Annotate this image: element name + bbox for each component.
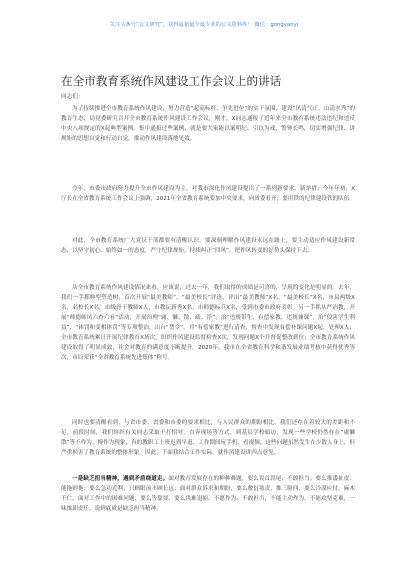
salutation: 同志们： bbox=[61, 94, 84, 100]
header-banner[interactable]: 关注头条号“公文研究”，获得最新最全最专业的公文资料库！ 微信：gongyanyi bbox=[109, 22, 299, 28]
document-title: 在全市教育系统作风建设工作会议上的讲话 bbox=[61, 73, 282, 88]
section-body: 面对教育发展存在的种种难题，要么畏首畏尾、不敢担当；要么推诿扯皮、能拖则拖；要么急功近利、只顾眼前不顾长远；面对群众诉求和期盼，要么敷衍塞责、推三阻四，要么冷漠应付、麻木不仁。面对工作中的困难问题，要么等靠要、要么畏难退缩、不愿作为、不敢担当，不能主动作为，不能攻坚克难，一味推卸责任，说到底就是缺乏担当精神。 bbox=[61, 476, 355, 512]
body-paragraph-4: 从全市教育系统作风建设情况来看，应该说，过去一年，我们取得的成绩是可喜的，呈现的变化是明显的。去年，我们一手抓典型塑造树，首次开展“最美教师”、“最美校长”评选，评出“最美教师”X名、“最美校长”X名，市县两级X名，名校长X名，市级骨干教师X人，市教坛新秀X名，市师德标兵X名，受到市委市政府表彰。另一手抓从严治教，开展“师德师风六查六看”活动，开展治理“庸、懒、散、疏、浮”，治“违规带生、有偿家教、违规兼课”，治“侵害学生利益”、“体罚和变相体罚”等专项整治，出台“禁令”，对“有偿家教”进行清查，督查中发现有偿补课问题X起，处理X人；全市教育系统累计开展纪律教育X场次，组织作风建设监督检查X次，发现问题X个并督促整改到位；全市教育系统作风建设取得了明显成效，社会对教育的满意度不断提升。2020年，我市在全省教育科学和谐发展业绩考核中获得优秀等次，市局荣获“全省教育系统先进集体”称号。 bbox=[61, 285, 355, 361]
body-paragraph-5: 同时也要清醒看到，与省市委、省委和市委的要求相比，与人民群众的期盼相比，我们还存在着较大的差距和不足。前段时间，我们组织有关同志采取不打招呼、直奔现场等方式，到基层学校暗访，发现一些学校仍然存在“庸懒散”等不作为、慢作为现象，有的教职工上班迟到早退、工作期间玩手机、看视频，这些问题虽然发生在少数人身上，但严重损害了教育系统的整体形象。因此，下面我结合工作实际，就作风建设讲四点意见。 bbox=[61, 420, 355, 456]
section-heading: 一是缺乏担当精神，遇到矛盾绕道走。 bbox=[72, 476, 169, 482]
body-paragraph-2: 今年，市委市政府努力提升全市作风建设为主，对我市深化作风建设提出了一系列新要求、新举措；今年年初，X厅长在全省教育系统工作会议上强调，2021年全省教育系统要加中央要求，向省委看齐，要用铁的纪律建设铁的队伍。 bbox=[61, 186, 355, 202]
body-paragraph-1: 为了持续推进全市教育系统作风建设，努力营造“起高标杆、争先进位”的实干氛围，建设“风清气正、山清水秀”的教育生态，局党委研究召开全市教育系统作风建设工作会议，刚才，X同志通报了近年来全市教育系统违法违纪和违反中央八项规定的X起典型案例。集中通报过些案例，就是要大家能以案明纪、引以为戒、警钟长鸣，切实增强纪律、讲规矩的思想自觉和行动自觉，推动作风建设落地见效。 bbox=[61, 106, 355, 142]
body-paragraph-3: 对此，全市教育系统广大党员干部都要有清醒认识，要深刻理解作风建设永远在路上，要主动适应作风建设新常态，以坚守初心、始终如一的态度，严守纪律规矩，持续纠正“四风”，把作风转变的好势头保持下去。 bbox=[61, 238, 355, 254]
body-paragraph-6 bbox=[61, 474, 355, 514]
